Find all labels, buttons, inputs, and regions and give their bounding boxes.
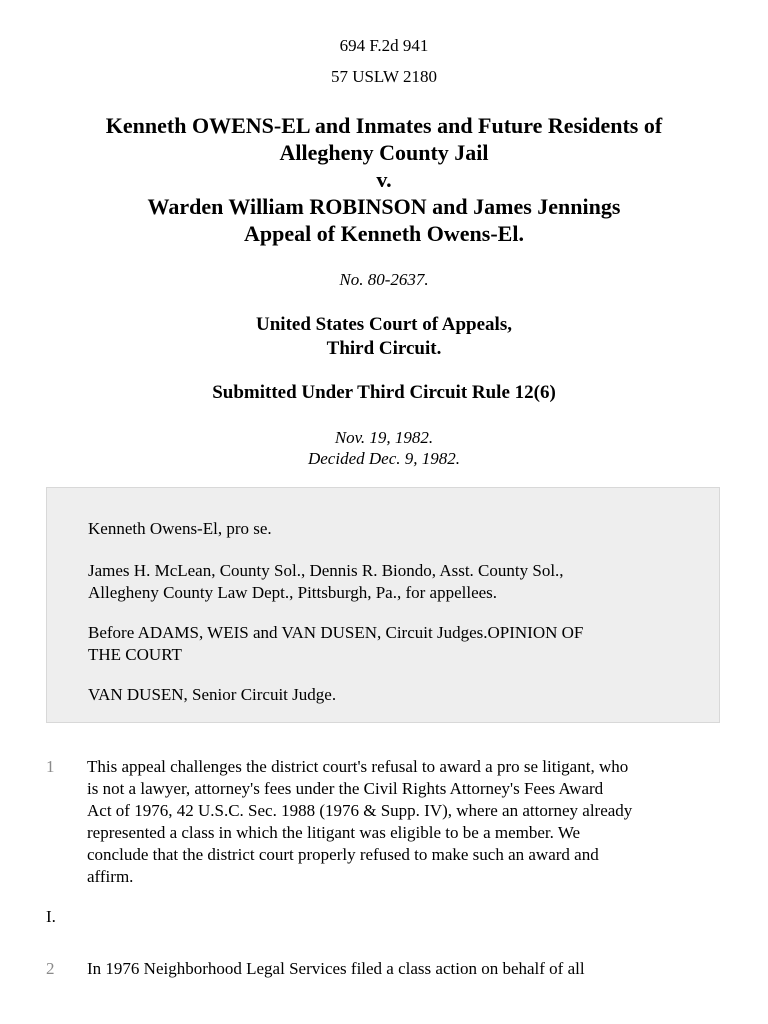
section-heading: I.	[46, 907, 56, 926]
paragraph-line: conclude that the district court properly refused to make such an award and	[87, 845, 599, 864]
title-line: Allegheny County Jail	[279, 140, 489, 165]
docket-number: No. 80-2637.	[339, 270, 429, 289]
title-line: Appeal of Kenneth Owens-El.	[244, 221, 524, 246]
counsel-appellant: Kenneth Owens-El, pro se.	[88, 519, 272, 538]
counsel-appellees-line: James H. McLean, County Sol., Dennis R. Biondo, Asst. County Sol.,	[88, 561, 564, 580]
panel-judges-line: Before ADAMS, WEIS and VAN DUSEN, Circuit Judges.OPINION OF	[88, 623, 584, 642]
court-line: Third Circuit.	[326, 338, 442, 359]
opinion-author: VAN DUSEN, Senior Circuit Judge.	[88, 685, 337, 704]
counsel-appellees-line: Allegheny County Law Dept., Pittsburgh, Pa., for appellees.	[88, 583, 498, 602]
paragraph-text	[87, 756, 727, 888]
panel-judges-line: THE COURT	[88, 645, 182, 664]
title-line: Warden William ROBINSON and James Jennings	[147, 194, 621, 219]
counsel-box	[46, 487, 720, 723]
paragraph-line: This appeal challenges the district court's refusal to award a pro se litigant, who	[87, 757, 629, 776]
decided-date: Decided Dec. 9, 1982.	[307, 449, 460, 468]
submission-note: Submitted Under Third Circuit Rule 12(6)	[212, 382, 556, 403]
court-line: United States Court of Appeals,	[256, 314, 512, 335]
title-line: v.	[376, 167, 392, 192]
case-dates	[0, 427, 768, 469]
paragraph-text	[87, 958, 727, 980]
citation-reporter: 694 F.2d 941	[339, 36, 429, 55]
court-name	[0, 313, 768, 361]
citation-uslw: 57 USLW 2180	[330, 67, 438, 86]
paragraph-line: affirm.	[87, 867, 134, 886]
paragraph-line: In 1976 Neighborhood Legal Services filed a class action on behalf of all	[87, 959, 585, 978]
panel-judges	[88, 622, 688, 666]
paragraph-number[interactable]: 1	[46, 757, 55, 776]
submitted-date: Nov. 19, 1982.	[334, 428, 434, 447]
paragraph-line: represented a class in which the litigant was eligible to be a member. We	[87, 823, 581, 842]
counsel-appellees	[88, 560, 688, 604]
title-line: Kenneth OWENS-EL and Inmates and Future Residents of	[105, 113, 663, 138]
paragraph-line: Act of 1976, 42 U.S.C. Sec. 1988 (1976 & Supp. IV), where an attorney already	[87, 801, 633, 820]
paragraph-line: is not a lawyer, attorney's fees under the Civil Rights Attorney's Fees Award	[87, 779, 604, 798]
case-title	[0, 112, 768, 247]
paragraph-number[interactable]: 2	[46, 959, 55, 978]
